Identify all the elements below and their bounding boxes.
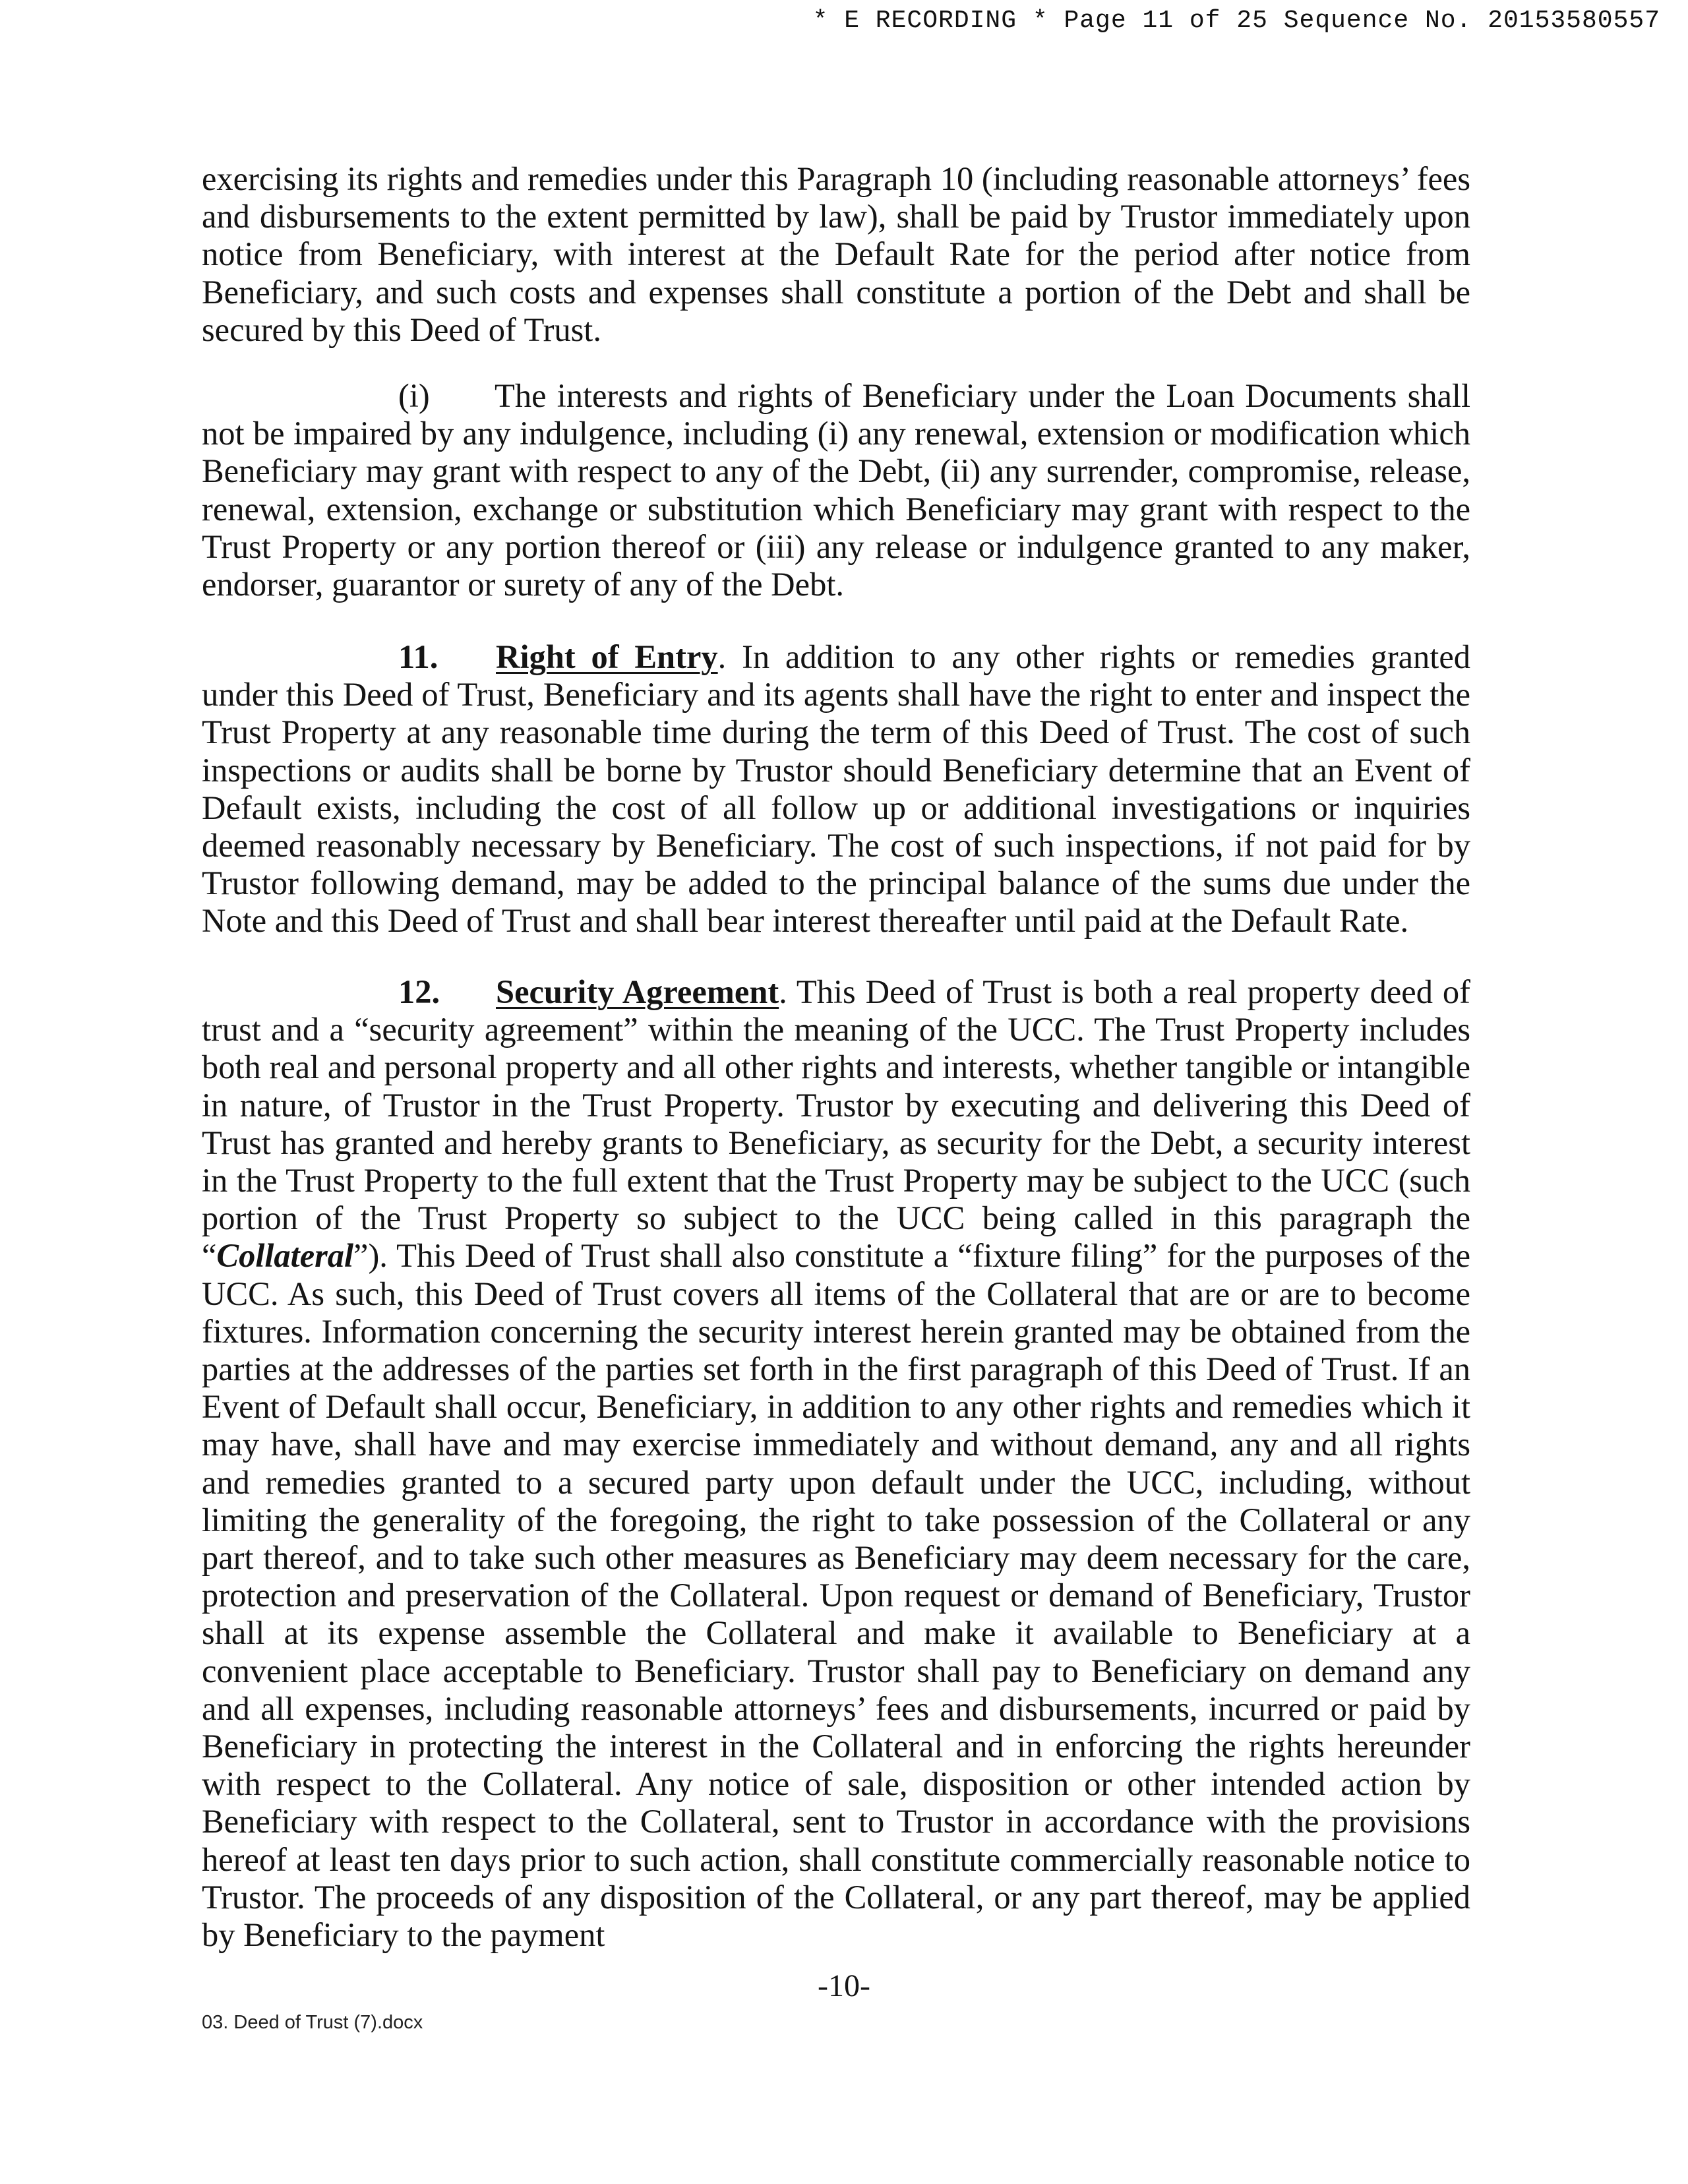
section-text-after: ”). This Deed of Trust shall also constitute a “fixture filing” for the purposes of the UCC. As such, this Deed of Trust covers all items of the Collateral that are or are to become fixtures. Information concerning the security interest herein granted may be obtained from the parties at the addresses of the parties set forth in the first paragraph of this Deed of Trust. If an Event of Default shall occur, Beneficiary, in addition to any other rights and remedies which it may have, shall have and may exercise immediately and without demand, any and all rights and remedies granted to a secured party upon default under the UCC, including, without limiting the generality of the foregoing, the right to take possession of the Collateral or any part thereof, and to take such other measures as Beneficiary may deem necessary for the care, protection and preservation of the Collateral. Upon request or demand of Beneficiary, Trustor shall at its expense assemble the Collateral and make it available to Beneficiary at a convenient place acceptable to Beneficiary. Trustor shall pay to Beneficiary on demand any and all expenses, including reasonable attorneys’ fees and disbursements, incurred or paid by Beneficiary in protecting the interest in the Collateral and in enforcing the rights hereunder with respect to the Collateral. Any notice of sale, disposition or other intended action by Beneficiary with respect to the Collateral, sent to Trustor in accordance with the provisions hereof at least ten days prior to such action, shall constitute commercially reasonable notice to Trustor. The proceeds of any disposition of the Collateral, or any part thereof, may be applied by Beneficiary to the payment (202, 1237, 1470, 1954)
document-filename: 03. Deed of Trust (7).docx (202, 2012, 423, 2033)
section-number: 12. (398, 973, 440, 1010)
subparagraph-i (202, 377, 1470, 603)
subparagraph-text: The interests and rights of Beneficiary under the Loan Documents shall not be impaired by any indulgence, including (i) any renewal, extension or modification which Beneficiary may grant with respect to any of the Debt, (ii) any surrender, compromise, release, renewal, extension, exchange or substitution which Beneficiary may grant with respect to the Trust Property or any portion thereof or (iii) any release or indulgence granted to any maker, endorser, guarantor or surety of any of the Debt. (202, 377, 1470, 603)
section-number: 11. (398, 638, 438, 675)
recording-header: * E RECORDING * Page 11 of 25 Sequence No. 20153580557 (812, 7, 1660, 35)
section-text: . In addition to any other rights or remedies granted under this Deed of Trust, Beneficiary and its agents shall have the right to enter and inspect the Trust Property at any reasonable time during the term of this Deed of Trust. The cost of such inspections or audits shall be borne by Trustor should Beneficiary determine that an Event of Default exists, including the cost of all follow up or additional investigations or inquiries deemed reasonably necessary by Beneficiary. The cost of such inspections, if not paid for by Trustor following demand, may be added to the principal balance of the sums due under the Note and this Deed of Trust and shall bear interest thereafter until paid at the Default Rate. (202, 638, 1470, 940)
subparagraph-label: (i) (398, 377, 430, 414)
paragraph-continuation: exercising its rights and remedies under this Paragraph 10 (including reasonable attorneys’ fees and disbursements to the extent permitted by law), shall be paid by Trustor immediately upon notice from Beneficiary, with interest at the Default Rate for the period after notice from Beneficiary, and such costs and expenses shall constitute a portion of the Debt and shall be secured by this Deed of Trust. (202, 160, 1470, 348)
section-heading: Security Agreement (496, 973, 779, 1010)
section-11 (202, 638, 1470, 940)
defined-term: Collateral (216, 1237, 354, 1275)
page-number: -10- (818, 1968, 870, 2003)
section-text-before: . This Deed of Trust is both a real property deed of trust and a “security agreement” within the meaning of the UCC. The Trust Property includes both real and personal property and all other rights and interests, whether tangible or intangible in nature, of Trustor in the Trust Property. Trustor by executing and delivering this Deed of Trust has granted and hereby grants to Beneficiary, as security for the Debt, a security interest in the Trust Property to the full extent that the Trust Property may be subject to the UCC (such portion of the Trust Property so subject to the UCC being called in this paragraph the “ (202, 973, 1471, 1275)
section-12 (202, 973, 1470, 1954)
section-heading: Right of Entry (496, 638, 718, 675)
